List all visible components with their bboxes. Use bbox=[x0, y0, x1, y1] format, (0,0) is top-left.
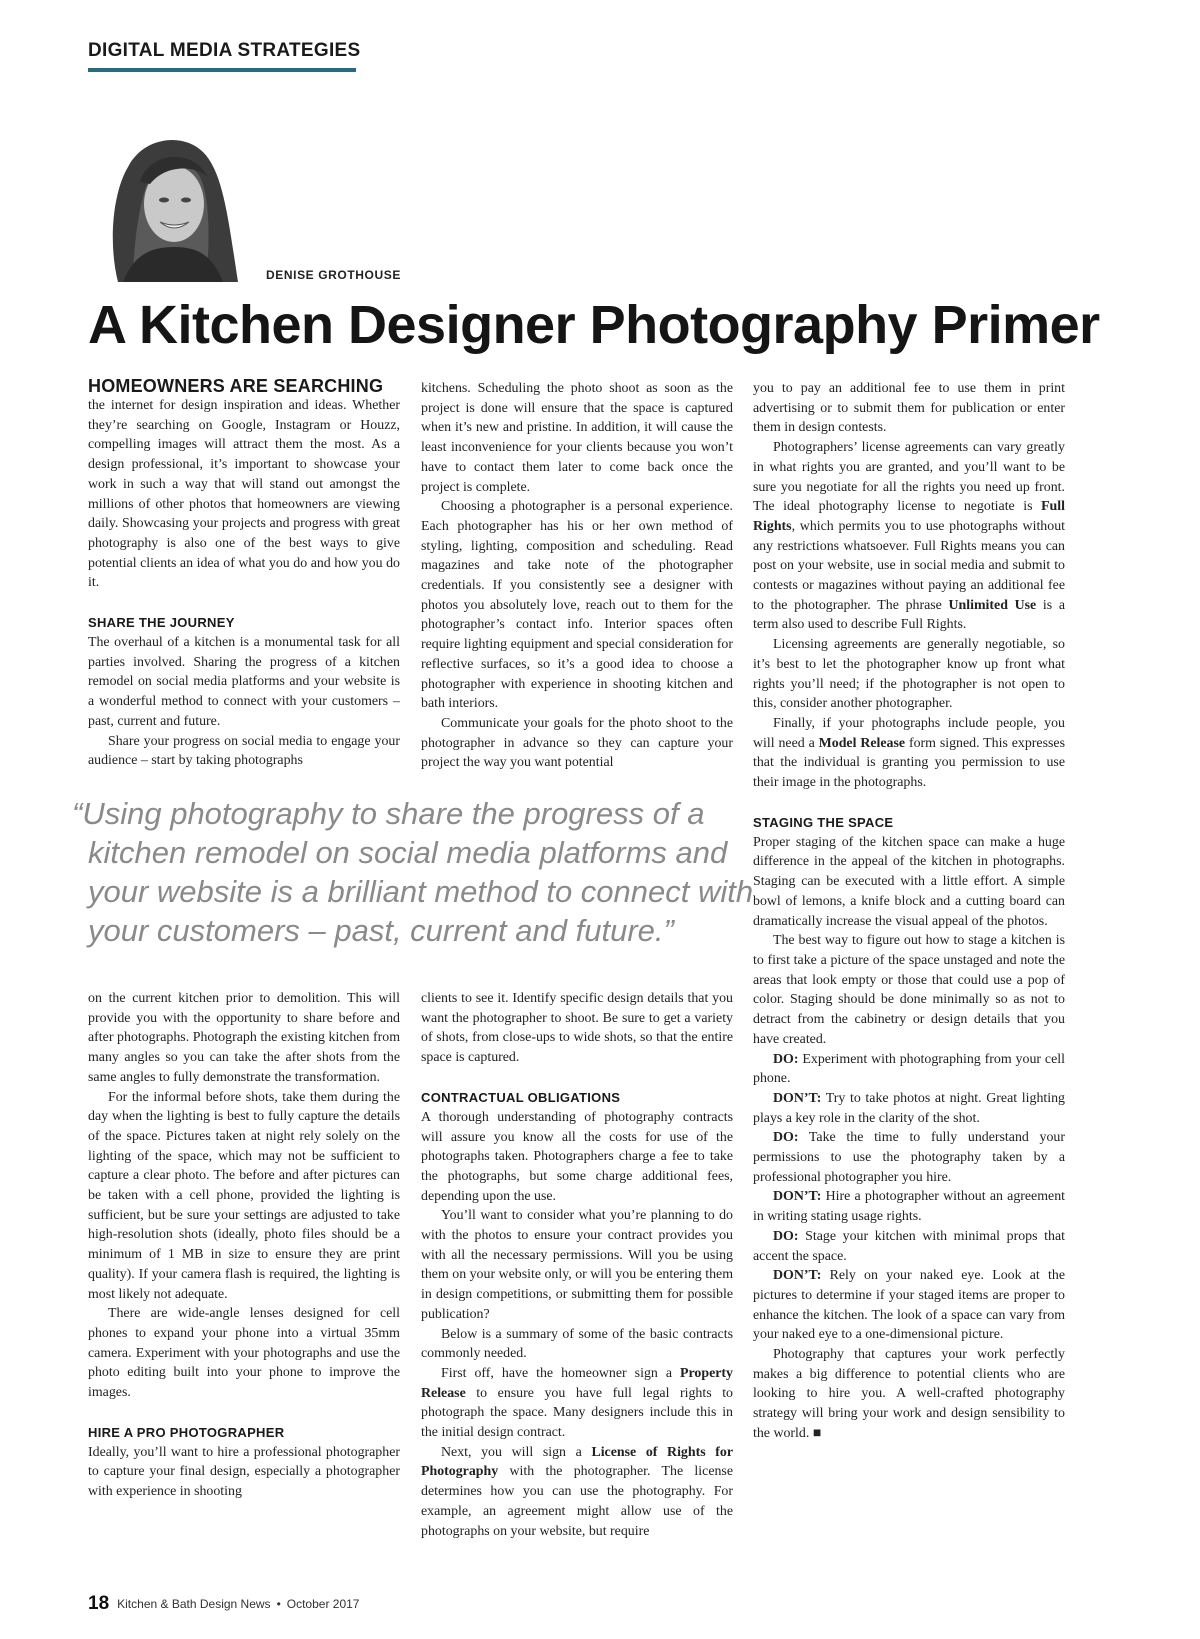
term-full-rights: Full Rights bbox=[753, 499, 1065, 534]
issue-date: October 2017 bbox=[286, 1597, 360, 1611]
column-1 bbox=[88, 376, 400, 771]
section-rule bbox=[88, 68, 356, 72]
paragraph: you to pay an additional fee to use them in print advertising or to submit them for publication or enter them in design contests. bbox=[753, 381, 1065, 436]
dont-label: DON’T: bbox=[773, 1090, 822, 1106]
tip-text: Experiment with photographing from your cell phone. bbox=[753, 1051, 1065, 1087]
dont-label: DON’T: bbox=[773, 1189, 822, 1205]
paragraph bbox=[421, 1443, 733, 1542]
paragraph: Licensing agreements are generally negotiable, so it’s best to let the photographer know up front what rights you’ll need; if the photographer is not open to this, consider another photographer. bbox=[753, 637, 1065, 712]
pull-quote-line bbox=[72, 794, 712, 833]
tip-dont bbox=[753, 1089, 1065, 1128]
tip-do bbox=[753, 1050, 1065, 1089]
do-label: DO: bbox=[773, 1051, 799, 1067]
tip-dont bbox=[753, 1187, 1065, 1226]
end-mark: ■ bbox=[812, 1425, 822, 1441]
paragraph: on the current kitchen prior to demolition. This will provide you with the opportunity to share before and after photographs. Photograph the existing kitchen from many angles so you can take the after shots from the same angles to fully demonstrate the transformation. bbox=[88, 991, 400, 1085]
paragraph-text: Photographers’ license agreements can vary greatly in what rights you are granted, and you’ll want to be sure you negotiate for all the rights you need up front. The ideal photography license to negotiate is bbox=[753, 440, 1065, 515]
tip-do bbox=[753, 1128, 1065, 1187]
column-5 bbox=[421, 989, 733, 1541]
paragraph: clients to see it. Identify specific design details that you want the photographer to shoot. Be sure to get a variety of shots, from close-ups to wide shots, so that the entire space is captured. bbox=[421, 991, 733, 1066]
paragraph bbox=[753, 714, 1065, 793]
pull-quote-line: your website is a brilliant method to connect with bbox=[88, 874, 754, 909]
footer-separator: • bbox=[276, 1597, 281, 1611]
lead-in: HOMEOWNERS ARE SEARCHING bbox=[88, 376, 384, 396]
paragraph-text: Finally, if your photographs include people, you will need a bbox=[753, 715, 1065, 751]
paragraph bbox=[753, 1345, 1065, 1444]
paragraph: For the informal before shots, take them during the day when the lighting is best to fully capture the details of the space. Pictures taken at night rely solely on the lighting of the space, which may not be sufficient to capture a clear photo. The before and after pictures can be taken with a cell phone, provided the lighting is sufficient, but be sure your settings are adjusted to take high-resolution shots (ideally, photo files should be a minimum of 1 MB in size to ensure they are print quality). If your camera flash is required, the lighting is most likely not adequate. bbox=[88, 1089, 400, 1302]
paragraph: Proper staging of the kitchen space can make a huge difference in the appeal of the kitchen in photographs. Staging can be executed with a little effort. A simple bowl of lemons, a knife block and a cutting board can dramatically increase the visual appeal of the photos. bbox=[753, 834, 1065, 929]
paragraph bbox=[753, 438, 1065, 635]
paragraph-text: to ensure you have full legal rights to photograph the space. Many designers include this in the initial design contract. bbox=[421, 1385, 733, 1441]
paragraph: Choosing a photographer is a personal experience. Each photographer has his or her own method of styling, lighting, composition and scheduling. Read magazines and take note of the photographer credentials. If you consistently see a designer with photos you absolutely love, reach out to them for the photographer’s contact info. Interior spaces often require lighting equipment and special consideration for reflective surfaces, so it’s a good idea to choose a photographer with experience in shooting kitchen and bath interiors. bbox=[421, 499, 733, 712]
tip-text: Hire a photographer without an agreement in writing stating usage rights. bbox=[753, 1189, 1065, 1225]
section-label: DIGITAL MEDIA STRATEGIES bbox=[88, 40, 361, 61]
paragraph: The best way to figure out how to stage a kitchen is to first take a picture of the space unstaged and note the areas that look empty or those that could use a pop of color. Staging should be done minimally so as not to detract from the cabinetry or design details that you have created. bbox=[753, 933, 1065, 1047]
paragraph-text: Next, you will sign a bbox=[441, 1444, 592, 1460]
subhead-contractual-obligations: CONTRACTUAL OBLIGATIONS bbox=[421, 1089, 621, 1105]
do-label: DO: bbox=[773, 1130, 799, 1146]
tip-text: Try to take photos at night. Great lighting plays a key role in the clarity of the shot. bbox=[753, 1090, 1065, 1126]
subhead-share-the-journey: SHARE THE JOURNEY bbox=[88, 615, 235, 631]
author-photo bbox=[88, 122, 245, 282]
column-3 bbox=[753, 379, 1065, 1444]
pull-quote-line: kitchen remodel on social media platforms and bbox=[88, 835, 728, 870]
subhead-hire-a-pro: HIRE A PRO PHOTOGRAPHER bbox=[88, 1424, 285, 1440]
pull-quote bbox=[72, 794, 754, 950]
term-license-of-rights: License of Rights for Photography bbox=[421, 1444, 733, 1480]
paragraph-text: with the photographer. The license determines how you can use the photography. For example, an agreement might allow use of the photographs on your website, but require bbox=[421, 1464, 733, 1539]
paragraph-text: First off, have the homeowner sign a bbox=[441, 1365, 681, 1381]
tip-text: Take the time to fully understand your permissions to use the photography taken by a professional photographer you hire. bbox=[753, 1130, 1065, 1185]
page-footer bbox=[88, 1593, 359, 1615]
subhead-staging-the-space: STAGING THE SPACE bbox=[753, 814, 894, 830]
open-quote-mark: “ bbox=[72, 796, 83, 831]
tip-text: Rely on your naked eye. Look at the pictures to determine if your staged items are proper to enhance the kitchen. The look of a space can vary from your naked eye to a one-dimensional picture. bbox=[753, 1268, 1065, 1343]
paragraph: Communicate your goals for the photo shoot to the photographer in advance so they can capture your project the way you want potential bbox=[421, 715, 733, 771]
paragraph-text: Photography that captures your work perfectly makes a big difference to potential clients who are looking to hire you. A well-crafted photography strategy will bring your work and design sensibility to the world. bbox=[753, 1347, 1065, 1441]
paragraph-text: the internet for design inspiration and ideas. Whether they’re searching on Google, Instagram or Houzz, compelling images will attract them the most. As a design professional, it’s important to showcase your work in such a way that will stand out amongst the millions of other photos that homeowners are viewing daily. Showcasing your projects and progress with great photography is also one of the best ways to give potential clients an idea of what you do and how you do it. bbox=[88, 398, 400, 591]
column-4 bbox=[88, 989, 400, 1502]
paragraph-text: , which permits you to use photographs without any restrictions whatsoever. Full Rights means you can post on your website, use in social media and submit to contests or magazines without paying an additional fee to the photographer. The phrase bbox=[753, 518, 1065, 613]
author-name: DENISE GROTHOUSE bbox=[266, 268, 401, 282]
headline: A Kitchen Designer Photography Primer bbox=[88, 295, 1100, 355]
paragraph: A thorough understanding of photography contracts will assure you know all the costs for use of the photographs taken. Photographers charge a fee to take the photographs, but some charge additional fees, depending upon the use. bbox=[421, 1109, 733, 1204]
term-unlimited-use: Unlimited Use bbox=[948, 597, 1037, 613]
paragraph: The overhaul of a kitchen is a monumental task for all parties involved. Sharing the progress of a kitchen remodel on social media platforms and your website is a wonderful method to connect with your customers – past, current and future. bbox=[88, 635, 400, 729]
tip-text: Stage your kitchen with minimal props that accent the space. bbox=[753, 1228, 1065, 1264]
page-number: 18 bbox=[88, 1593, 110, 1614]
paragraph: Share your progress on social media to engage your audience – start by taking photographs bbox=[88, 733, 400, 769]
paragraph: Below is a summary of some of the basic contracts commonly needed. bbox=[421, 1326, 733, 1362]
do-label: DO: bbox=[773, 1228, 799, 1244]
publication-name: Kitchen & Bath Design News bbox=[117, 1597, 271, 1611]
paragraph bbox=[88, 376, 400, 593]
dont-label: DON’T: bbox=[773, 1268, 822, 1284]
tip-dont bbox=[753, 1266, 1065, 1345]
tip-do bbox=[753, 1227, 1065, 1266]
pull-quote-line: your customers – past, current and future.” bbox=[88, 913, 674, 948]
paragraph-text: form signed. This expresses that the individual is granting you permission to use their image in the photographs. bbox=[753, 735, 1065, 791]
paragraph: kitchens. Scheduling the photo shoot as soon as the project is done will ensure that the space is captured when it’s new and pristine. In addition, it will cause the least inconvenience for your clients because you won’t have to contact them later to come back once the project is complete. bbox=[421, 381, 733, 495]
paragraph: There are wide-angle lenses designed for cell phones to expand your phone into a virtual 35mm camera. Experiment with your photographs and use the photo editing built into your phone to improve the images. bbox=[88, 1306, 400, 1401]
paragraph-text: is a term also used to describe Full Rights. bbox=[753, 597, 1065, 633]
term-model-release: Model Release bbox=[818, 735, 906, 751]
term-property-release: Property Release bbox=[421, 1365, 733, 1401]
pull-quote-text: Using photography to share the progress of a bbox=[82, 796, 705, 831]
paragraph: You’ll want to consider what you’re planning to do with the photos to ensure your contract provides you with all the necessary permissions. Will you be using them on your website only, or will you be entering them in design competitions, or submitting them for possible publication? bbox=[421, 1208, 733, 1322]
column-2 bbox=[421, 379, 733, 773]
paragraph bbox=[421, 1364, 733, 1443]
paragraph: Ideally, you’ll want to hire a professional photographer to capture your final design, especially a photographer with experience in shooting bbox=[88, 1444, 400, 1500]
